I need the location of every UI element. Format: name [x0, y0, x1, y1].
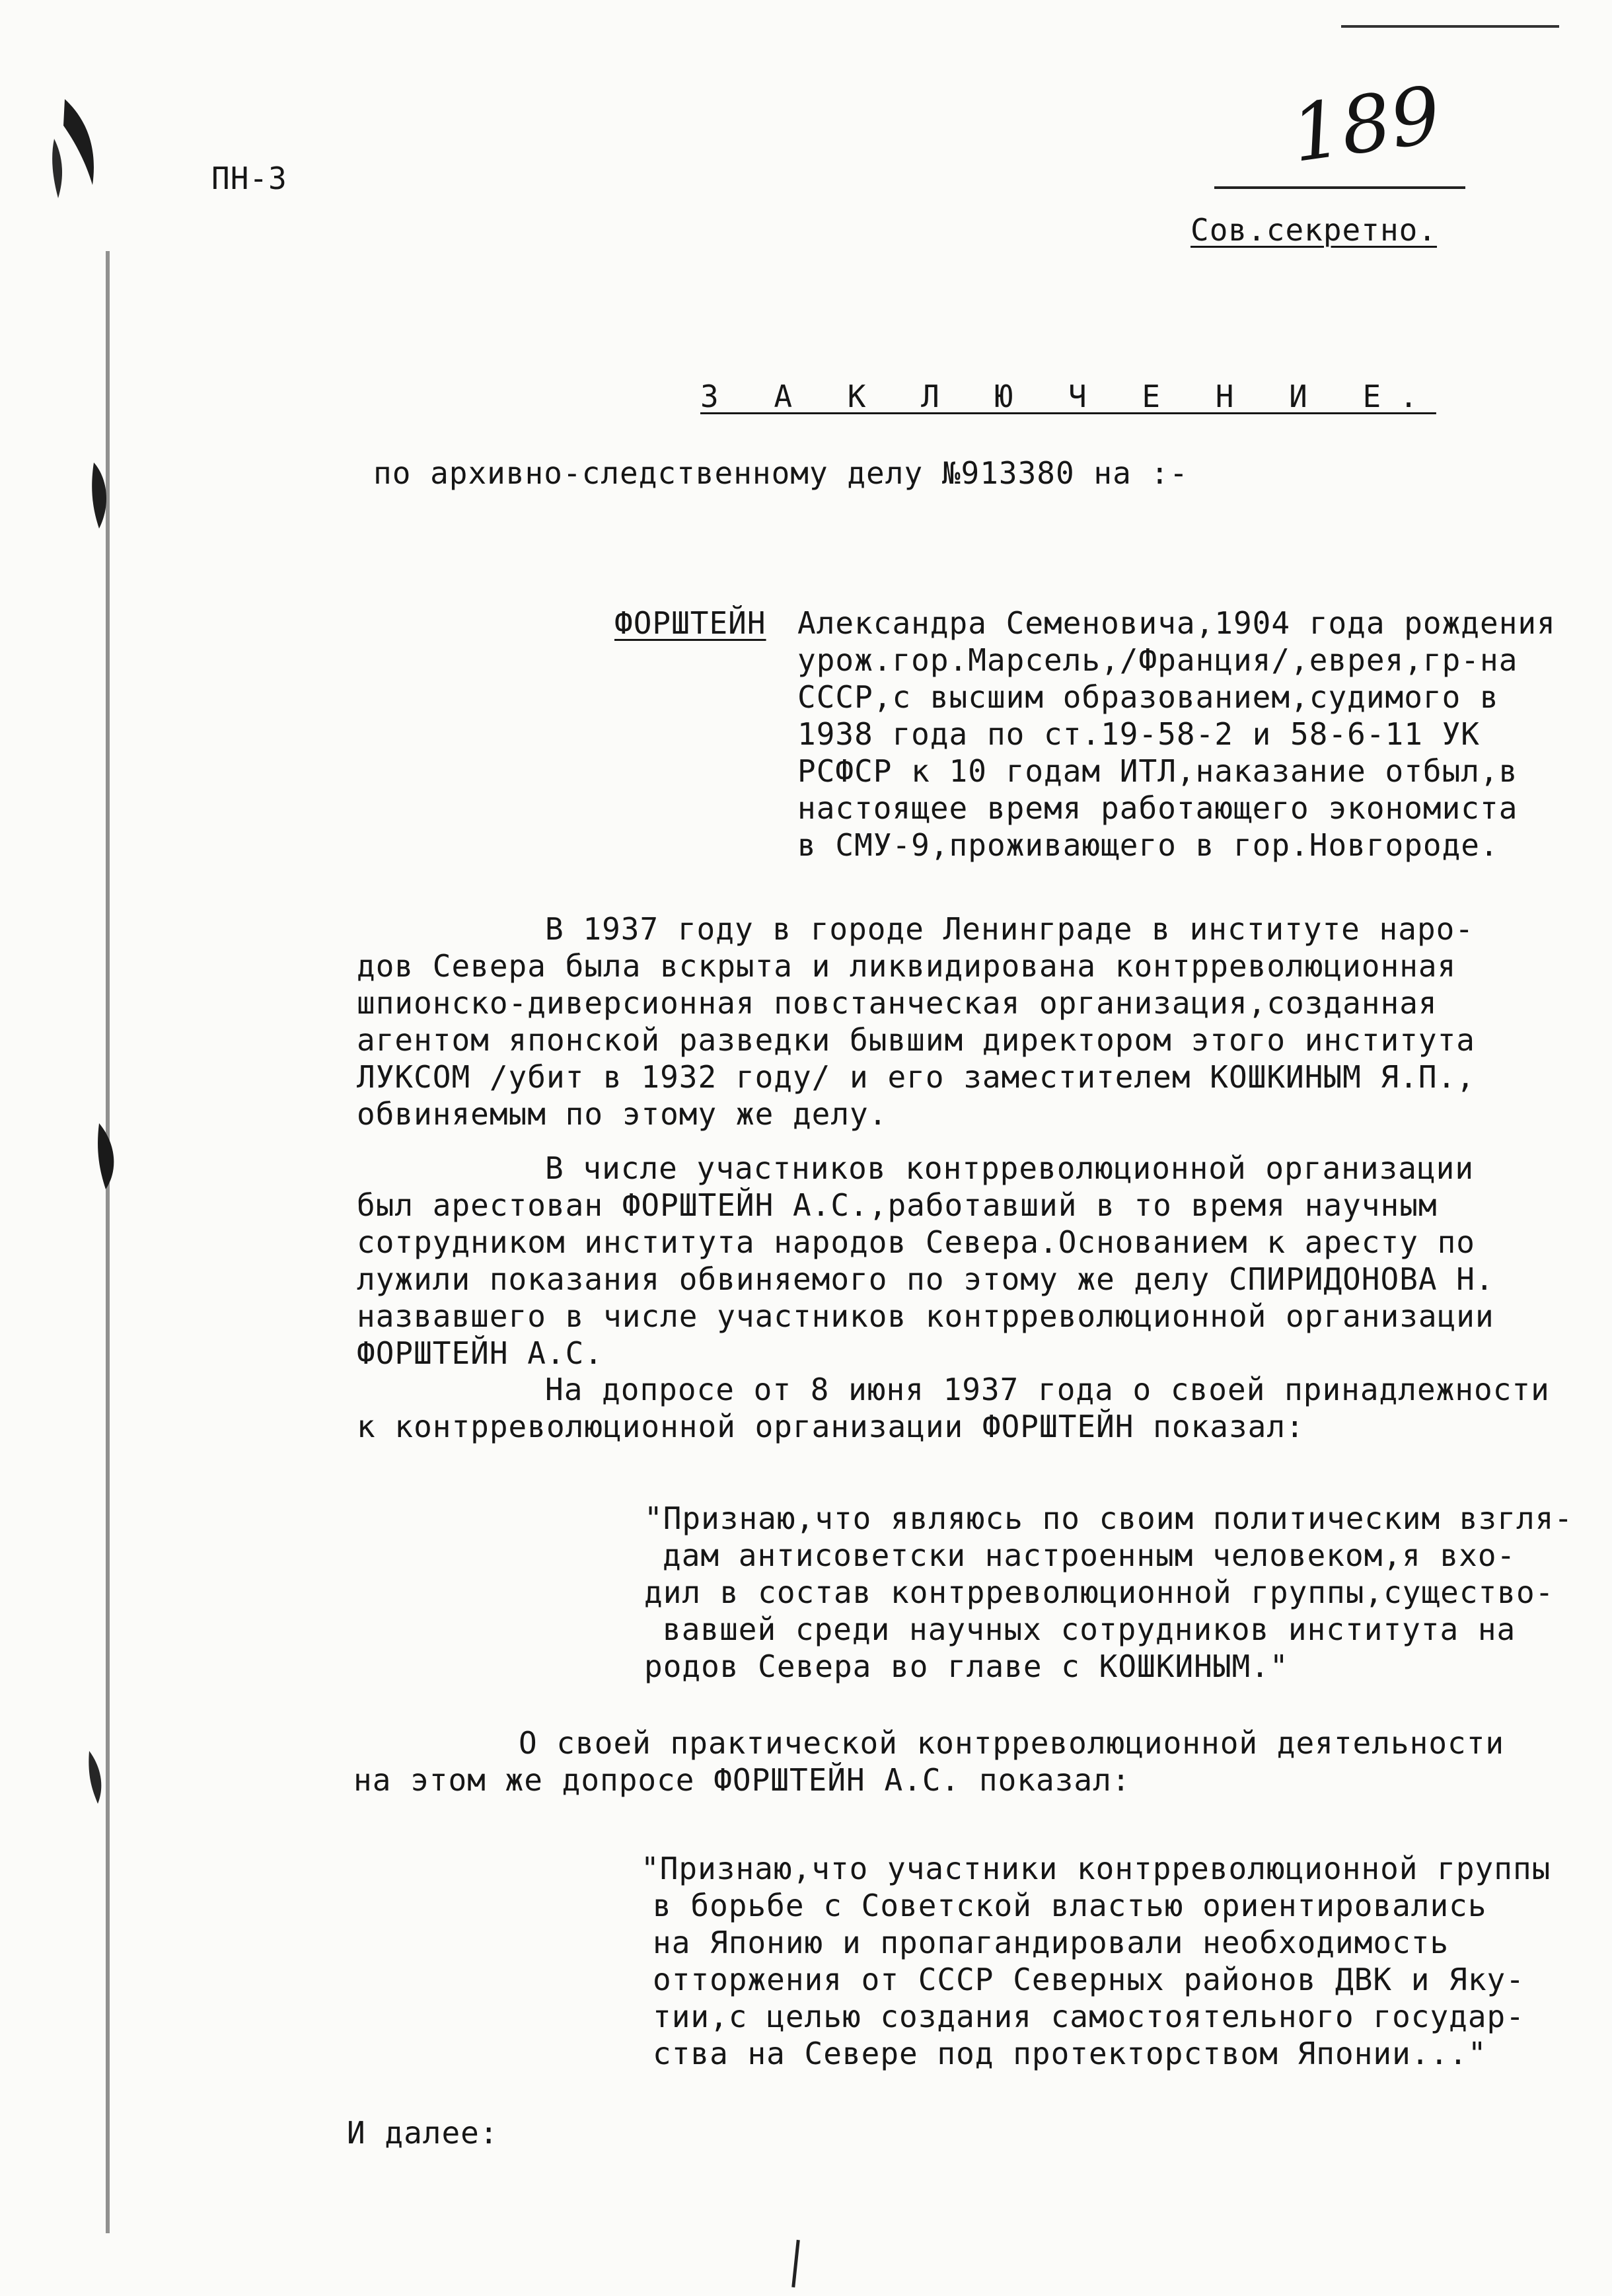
subject-line: в СМУ-9,проживающего в гор.Новгороде.: [797, 827, 1499, 863]
subject-line: настоящее время работающего экономиста: [797, 790, 1518, 826]
text-line: ЛУКСОМ /убит в 1932 году/ и его заместителем КОШКИНЫМ Я.П.,: [357, 1059, 1475, 1095]
page-subtitle: по архивно-следственному делу №913380 на :-: [373, 455, 1189, 491]
text-line: лужили показания обвиняемого по этому же делу СПИРИДОНОВА Н.: [357, 1261, 1494, 1297]
paragraph-4: [353, 1724, 1605, 1798]
page-title: З А К Л Ю Ч Е Н И Е.: [700, 379, 1436, 414]
subject-line: СССР,с высшим образованием,судимого в: [797, 679, 1499, 715]
paragraph-1: [357, 910, 1605, 1132]
handwritten-archive-number: 189: [1286, 68, 1446, 180]
quote-line: родов Севера во главе с КОШКИНЫМ.": [644, 1648, 1289, 1684]
quote-line: отторжения от СССР Северных районов ДВК и Яку-: [653, 1962, 1525, 1997]
text-line: обвиняемым по этому же делу.: [357, 1096, 888, 1132]
subject-line: РСФСР к 10 годам ИТЛ,наказание отбыл,в: [797, 753, 1518, 789]
text-line: шпионско-диверсионная повстанческая организация,созданная: [357, 985, 1438, 1021]
quote-line: тии,с целью создания самостоятельного государ-: [653, 1999, 1525, 2034]
subject-surname: ФОРШТЕЙН: [614, 605, 766, 641]
subject-details: [797, 605, 1607, 864]
top-edge-line: [1341, 25, 1559, 28]
text-line: к контрреволюционной организации ФОРШТЕЙН показал:: [357, 1409, 1305, 1444]
pen-mark: [791, 2240, 799, 2287]
classification-stamp: Сов.секретно.: [1191, 212, 1438, 248]
quote-line: в борьбе с Советской властью ориентировались: [653, 1888, 1487, 1923]
quote-line: дам антисоветски настроенным человеком,я вхо-: [663, 1537, 1516, 1573]
text-line: В 1937 году в городе Ленинграде в институте наро-: [545, 911, 1475, 947]
quote-line: "Признаю,что являюсь по своим политическим взгля-: [644, 1500, 1574, 1536]
text-line: сотрудником института народов Севера.Основанием к аресту по: [357, 1224, 1475, 1260]
quote-line: вавшей среди научных сотрудников института на: [663, 1611, 1516, 1647]
quote-block-1: [644, 1500, 1605, 1685]
text-line: О своей практической контрреволюционной деятельности: [519, 1725, 1505, 1761]
handwritten-underline: [1214, 186, 1465, 189]
text-line: На допросе от 8 июня 1937 года о своей принадлежности: [545, 1372, 1550, 1407]
quote-line: ства на Севере под протекторством Японии...": [653, 2036, 1487, 2071]
binding-edge-marks: [0, 0, 159, 2296]
paragraph-3: [357, 1371, 1605, 1445]
quote-block-2: [641, 1850, 1605, 2072]
document-code: ПН-3: [211, 161, 287, 196]
quote-line: "Признаю,что участники контрреволюционной группы: [641, 1851, 1551, 1886]
subject-line: урож.гор.Марсель,/Франция/,еврея,гр-на: [797, 642, 1518, 678]
quote-line: дил в состав контрреволюционной группы,существо-: [644, 1574, 1555, 1610]
text-line: агентом японской разведки бывшим директором этого института: [357, 1022, 1475, 1058]
text-line: В числе участников контрреволюционной организации: [545, 1150, 1475, 1186]
text-line: дов Севера была вскрыта и ликвидирована контрреволюционная: [357, 948, 1457, 984]
subject-line: Александра Семеновича,1904 года рождения: [797, 605, 1556, 641]
subject-line: 1938 года по ст.19-58-2 и 58-6-11 УК: [797, 716, 1480, 752]
text-line: ФОРШТЕЙН А.С.: [357, 1335, 604, 1371]
text-line: назвавшего в числе участников контрреволюционной организации: [357, 1298, 1494, 1334]
closing-text: И далее:: [347, 2115, 499, 2151]
paragraph-2: [357, 1150, 1605, 1372]
text-line: был арестован ФОРШТЕЙН А.С.,работавший в то время научным: [357, 1187, 1438, 1223]
quote-line: на Японию и пропагандировали необходимость: [653, 1925, 1449, 1960]
text-line: на этом же допросе ФОРШТЕЙН А.С. показал:: [353, 1762, 1131, 1798]
